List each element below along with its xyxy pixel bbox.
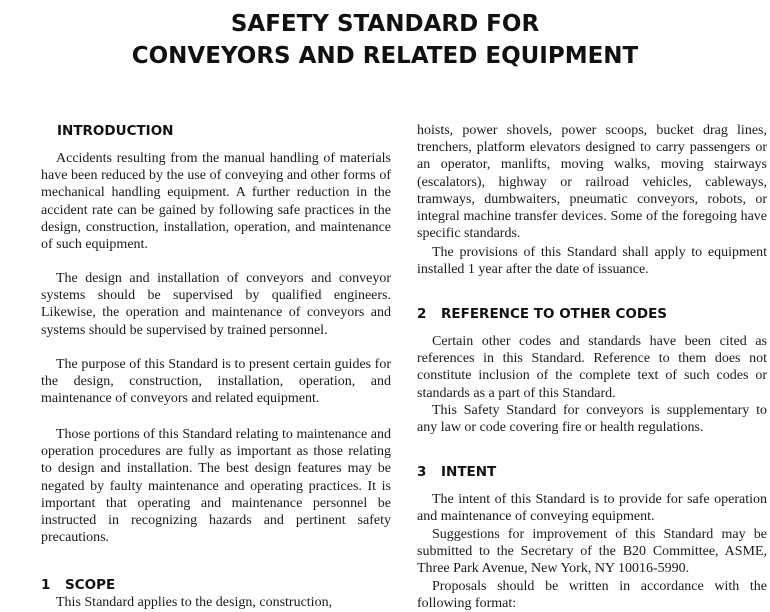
scope-heading xyxy=(41,576,115,594)
reference-paragraph-1: Certain other codes and standards have been cited as references in this Standard. Reference to them does not constitute inclusion of the complete text of such codes or standards as a part of this Standard. xyxy=(417,334,767,401)
scope-continued-paragraph-1: hoists, power shovels, power scoops, bucket drag lines, trenchers, platform elevators designed to carry passengers or an operator, manlifts, moving walks, moving stairways (escalators), highway or railroad vehicles, cableways, tramways, dumbwaiters, pneumatic conveyors, robots, or integral machine transfer devices. Some of the foregoing have specific standards. xyxy=(417,123,767,242)
scope-paragraph: This Standard applies to the design, construction, xyxy=(56,595,333,610)
intent-paragraph-3: Proposals should be written in accordance with the following format: xyxy=(417,579,767,612)
introduction-paragraph-3: The purpose of this Standard is to present certain guides for the design, construction, installation, operation, and maintenance of conveyors and related equipment. xyxy=(41,357,391,407)
reference-heading-text: REFERENCE TO OTHER CODES xyxy=(441,306,668,322)
intent-paragraph-2: Suggestions for improvement of this Standard may be submitted to the Secretary of the B20 Committee, ASME, Three Park Avenue, New York, NY 10016-5990. xyxy=(417,527,767,577)
intent-paragraph-1: The intent of this Standard is to provide for safe operation and maintenance of conveying equipment. xyxy=(417,492,767,525)
introduction-heading: INTRODUCTION xyxy=(57,123,174,139)
intent-heading-text: INTENT xyxy=(441,464,497,480)
scope-continued-paragraph-2: The provisions of this Standard shall apply to equipment installed 1 year after the date of issuance. xyxy=(417,245,767,278)
document-title-line-1: SAFETY STANDARD FOR xyxy=(230,11,540,37)
reference-heading xyxy=(417,305,667,323)
scope-heading-text: SCOPE xyxy=(65,577,116,593)
intent-section-number: 3 xyxy=(417,464,427,480)
reference-paragraph-2: This Safety Standard for conveyors is supplementary to any law or code covering fire or health regulations. xyxy=(417,403,767,436)
introduction-paragraph-1: Accidents resulting from the manual handling of materials have been reduced by the use of conveying and other forms of mechanical handling equipment. A further reduction in the accident rate can be gained by following safe practices in the design, construction, installation, operation, and maintenance of such equipment. xyxy=(41,151,391,253)
document-title-line-2: CONVEYORS AND RELATED EQUIPMENT xyxy=(131,43,639,69)
reference-section-number: 2 xyxy=(417,306,427,322)
intent-heading xyxy=(417,463,496,481)
scope-section-number: 1 xyxy=(41,577,51,593)
introduction-paragraph-4: Those portions of this Standard relating to maintenance and operation procedures are fully as important as those relating to design and installation. The best design features may be negated by faulty maintenance and operating practices. It is important that operating and maintenance personnel be instructed in recognizing hazards and pertinent safety precautions. xyxy=(41,427,391,546)
introduction-paragraph-2: The design and installation of conveyors and conveyor systems should be supervised by qualified engineers. Likewise, the operation and maintenance of conveyors and systems should be supervised by trained personnel. xyxy=(41,271,391,338)
